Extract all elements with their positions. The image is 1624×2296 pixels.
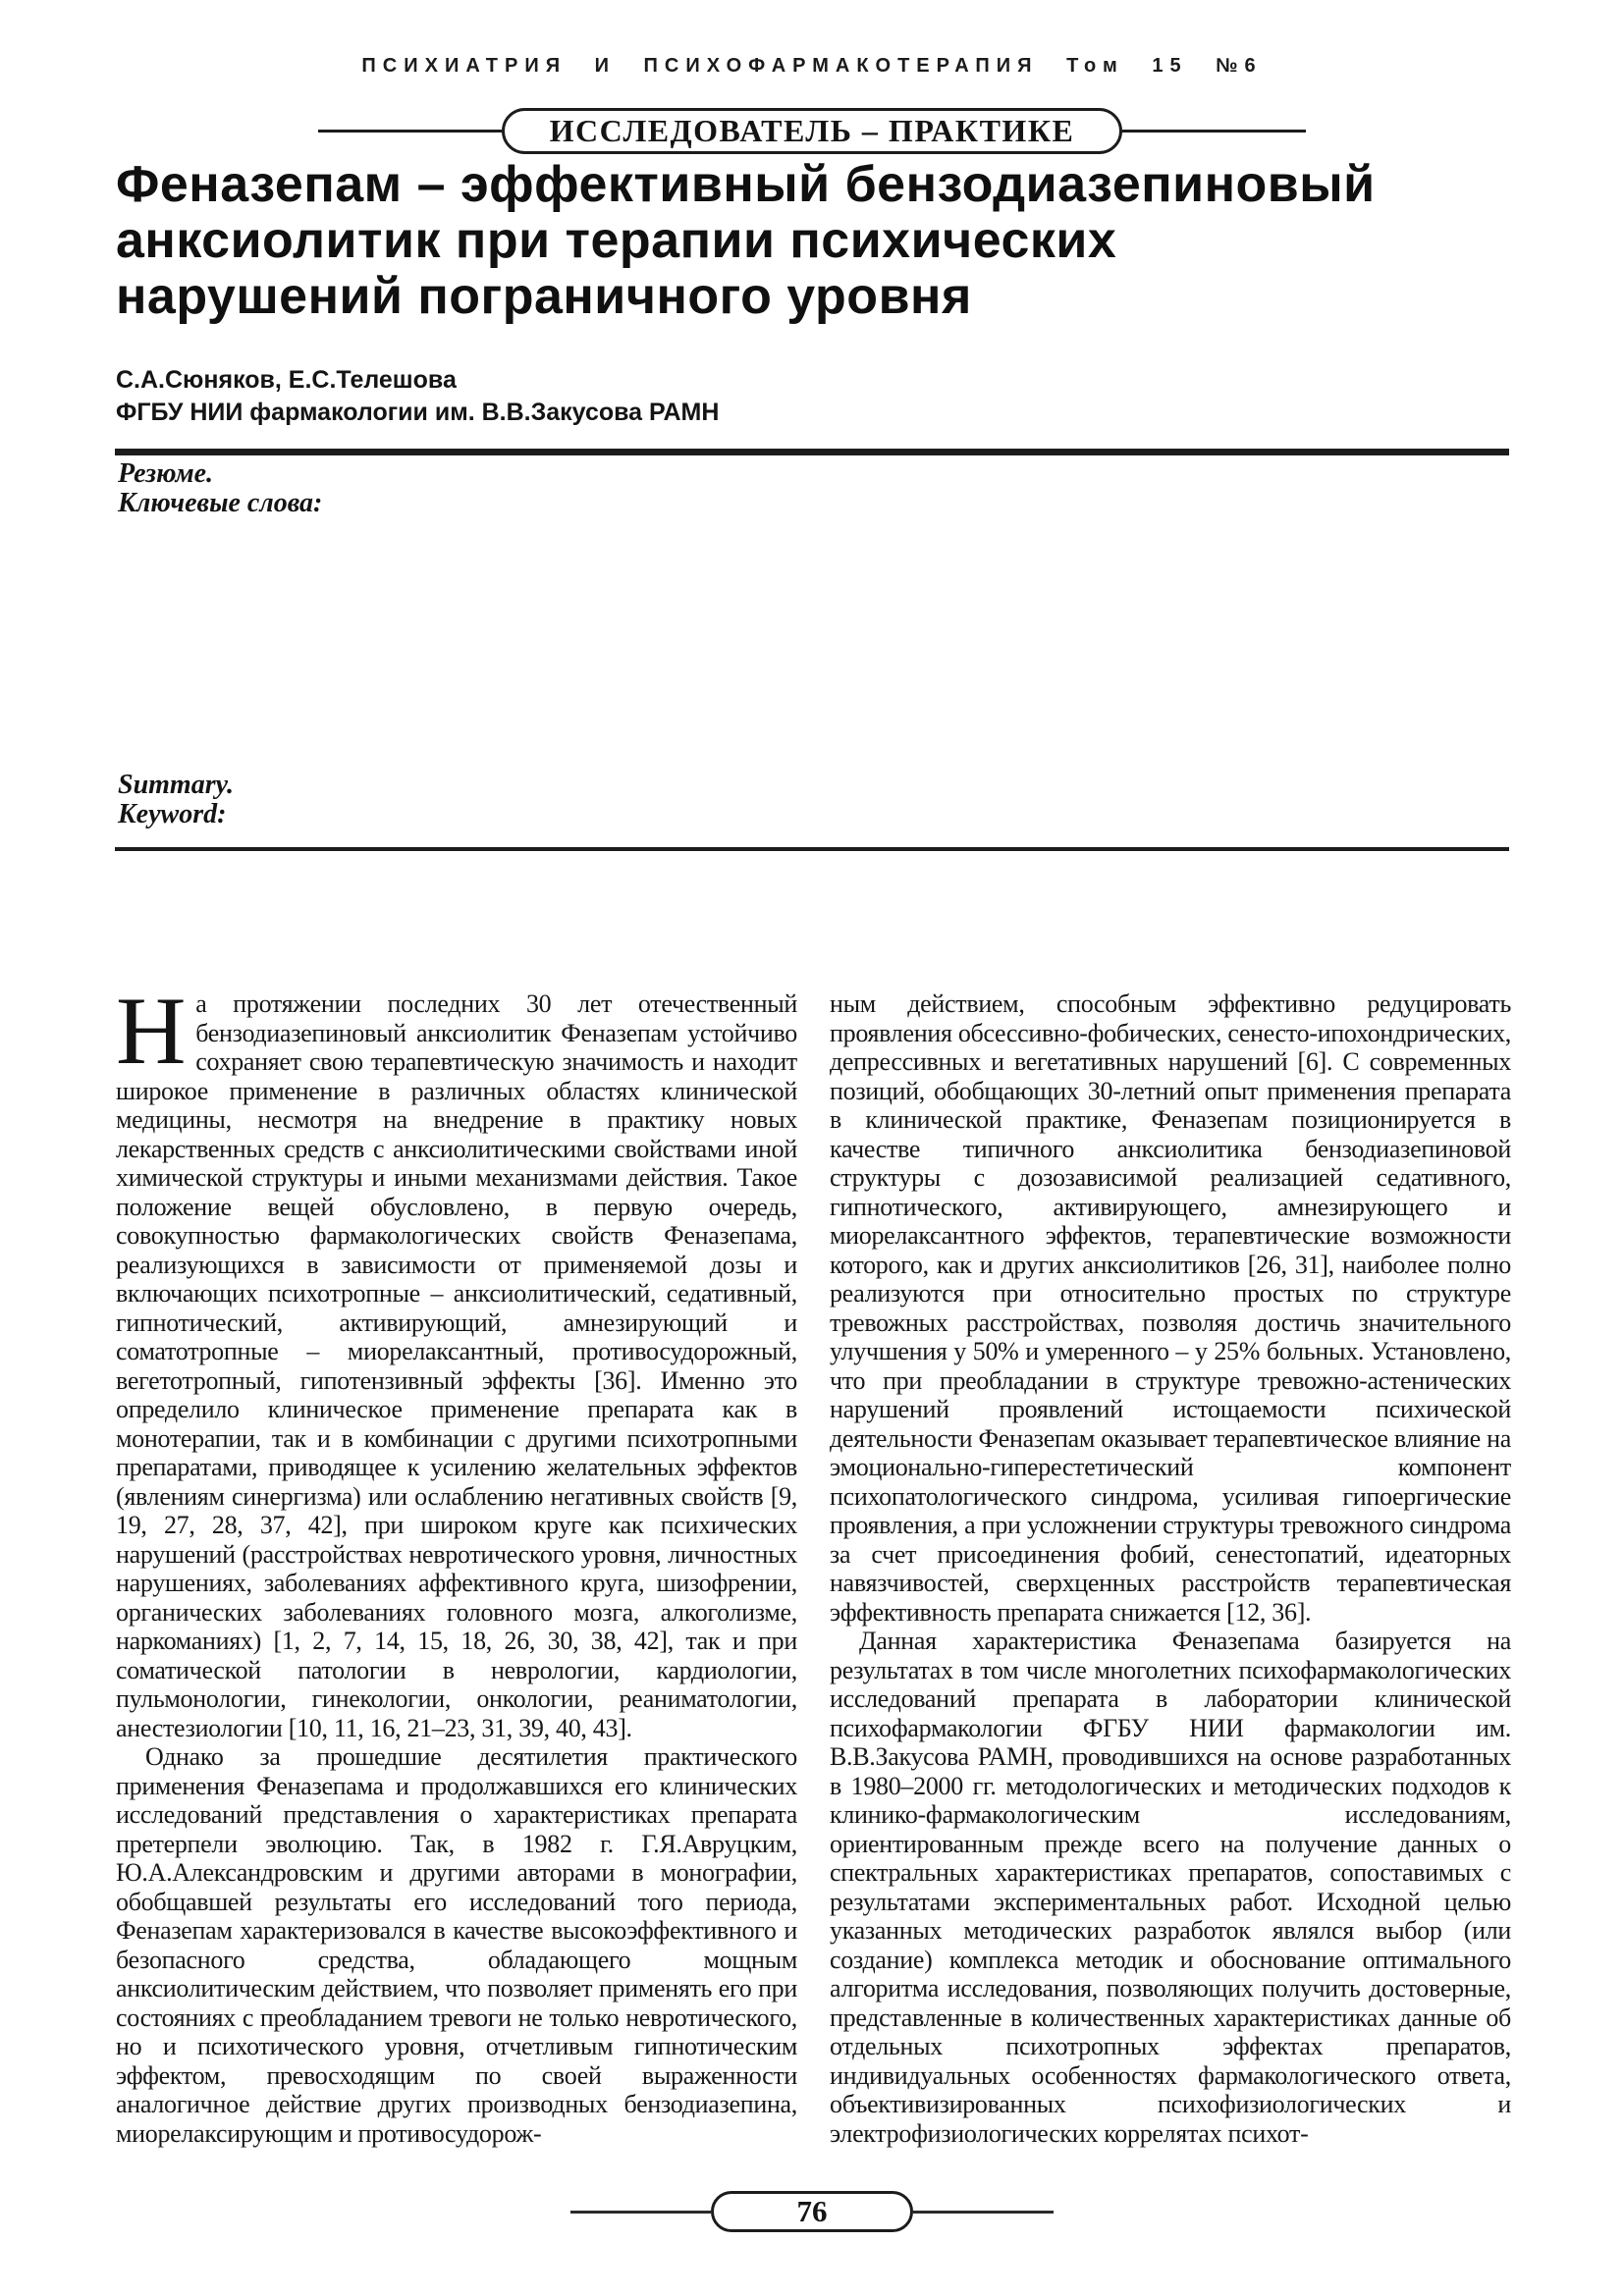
- section-banner: [0, 108, 1624, 154]
- divider-rule-top: [115, 449, 1509, 455]
- left-column-paragraph-2: Однако за прошедшие десятилетия практического применения Феназепама и продолжавшихся его клинических исследований представления о характеристиках препарата претерпели эволюцию. Так, в 1982 г. Г.Я.Авруцким, Ю.А.Александровским и другими авторами в монографии, обобщавшей результаты его исследований того периода, Феназепам характеризовался в качестве высокоэффективного и безопасного средства, обладающего мощным анксиолитическим действием, что позволяет применять его при состояниях с преобладанием тревоги не только невротического, но и психотического уровня, отчетливым гипнотическим эффектом, превосходящим по своей выраженности аналогичное действие других производных бензодиазепина, миорелаксирующим и противосудорож-: [116, 1742, 797, 2148]
- footer-left-line: [570, 2211, 711, 2214]
- banner-left-line: [318, 130, 502, 133]
- keywords-label: Ключевые слова:: [118, 488, 323, 518]
- page-number-pill: [711, 2191, 913, 2232]
- banner-right-line: [1122, 130, 1306, 133]
- keyword-label: Keyword:: [118, 799, 227, 829]
- body-columns: [116, 978, 1511, 2148]
- page-footer: [0, 2191, 1624, 2232]
- summary-label: Summary.: [118, 770, 234, 800]
- affiliation: ФГБУ НИИ фармакологии им. В.В.Закусова РАМН: [116, 399, 720, 426]
- dropcap-letter: Н: [116, 978, 187, 1085]
- left-column-paragraph-1-text: а протяжении последних 30 лет отечественный бензодиазепиновый анксиолитик Феназепам устойчиво сохраняет свою терапевтическую значимость и находит широкое применение в различных областях клинической медицины, несмотря на внедрение в практику новых лекарственных средств с анксиолитическими свойствами иной химической структуры и иными механизмами действия. Такое положение вещей обусловлено, в первую очередь, совокупностью фармакологических свойств Феназепама, реализующихся в зависимости от применяемой дозы и включающих психотропные – анксиолитический, седативный, гипнотический, активирующий, амнезирующий и соматотропные – миорелаксантный, противосудорожный, вегетотропный, гипотензивный эффекты [36]. Именно это определило клиническое применение препарата как в монотерапии, так и в комбинации с другими психотропными препаратами, приводящее к усилению желательных эффектов (явлениям синергизма) или ослаблению негативных свойств [9, 19, 27, 28, 37, 42], при широком круге как психических нарушений (расстройствах невротического уровня, личностных нарушениях, заболеваниях аффективного круга, шизофрении, органических заболеваниях головного мозга, алкоголизме, наркоманиях) [1, 2, 7, 14, 15, 18, 26, 30, 38, 42], так и при соматической патологии в неврологии, кардиологии, пульмонологии, гинекологии, онкологии, реаниматологии, анестезиологии [10, 11, 16, 21–23, 31, 39, 40, 43].: [116, 989, 797, 1742]
- section-pill: [502, 108, 1123, 154]
- resume-label: Резюме.: [118, 458, 214, 489]
- authors-block: [116, 364, 1510, 429]
- article-title-line-3: нарушений пограничного уровня: [116, 268, 972, 325]
- section-pill-label: ИССЛЕДОВАТЕЛЬ – ПРАКТИКЕ: [549, 113, 1075, 148]
- left-column: [116, 978, 797, 2148]
- footer-right-line: [913, 2211, 1054, 2214]
- page-number: 76: [796, 2194, 828, 2228]
- left-column-paragraph-1: [116, 978, 797, 1742]
- journal-title-line: ПСИХИАТРИЯ И ПСИХОФАРМАКОТЕРАПИЯ Том 15 №6: [361, 55, 1263, 77]
- right-column: [830, 989, 1511, 2148]
- divider-rule-bottom: [115, 847, 1509, 851]
- authors: С.А.Сюняков, Е.С.Телешова: [116, 366, 457, 394]
- article-title-line-1: Феназепам – эффективный бензодиазепиновый: [116, 156, 1376, 213]
- right-column-paragraph-2: Данная характеристика Феназепама базируется на результатах в том числе многолетних психофармакологических исследований препарата в лаборатории клинической психофармакологии ФГБУ НИИ фармакологии им. В.В.Закусова РАМН, проводившихся на основе разработанных в 1980–2000 гг. методологических и методических подходов к клинико-фармакологическим исследованиям, ориентированным прежде всего на получение данных о спектральных характеристиках препаратов, сопоставимых с результатами экспериментальных работ. Исходной целью указанных методических разработок являлся выбор (или создание) комплекса методик и обоснование оптимального алгоритма исследования, позволяющих получить достоверные, представленные в количественных характеристиках данные об отдельных психотропных эффектах препаратов, индивидуальных особенностях фармакологического ответа, объективизированных психофизиологических и электрофизиологических коррелятах психот-: [830, 1627, 1511, 2148]
- right-column-paragraph-1: ным действием, способным эффективно редуцировать проявления обсессивно-фобических, сенесто-ипохондрических, депрессивных и вегетативных нарушений [6]. С современных позиций, обобщающих 30-летний опыт применения препарата в клинической практике, Феназепам позиционируется в качестве типичного анксиолитика бензодиазепиновой структуры с дозозависимой реализацией седативного, гипнотического, активирующего, амнезирующего и миорелаксантного эффектов, терапевтические возможности которого, как и других анксиолитиков [26, 31], наиболее полно реализуются при относительно простых по структуре тревожных расстройствах, позволяя достичь значительного улучшения у 50% и умеренного – у 25% больных. Установлено, что при преобладании в структуре тревожно-астенических нарушений проявлений истощаемости психической деятельности Феназепам оказывает терапевтическое влияние на эмоционально-гиперестетический компонент психопатологического синдрома, усиливая гипоергические проявления, а при усложнении структуры тревожного синдрома за счет присоединения фобий, сенестопатий, идеаторных навязчивостей, сверхценных расстройств терапевтическая эффективность препарата снижается [12, 36].: [830, 989, 1511, 1627]
- article-title-line-2: анксиолитик при терапии психических: [116, 212, 1117, 269]
- article-title: [116, 157, 1510, 325]
